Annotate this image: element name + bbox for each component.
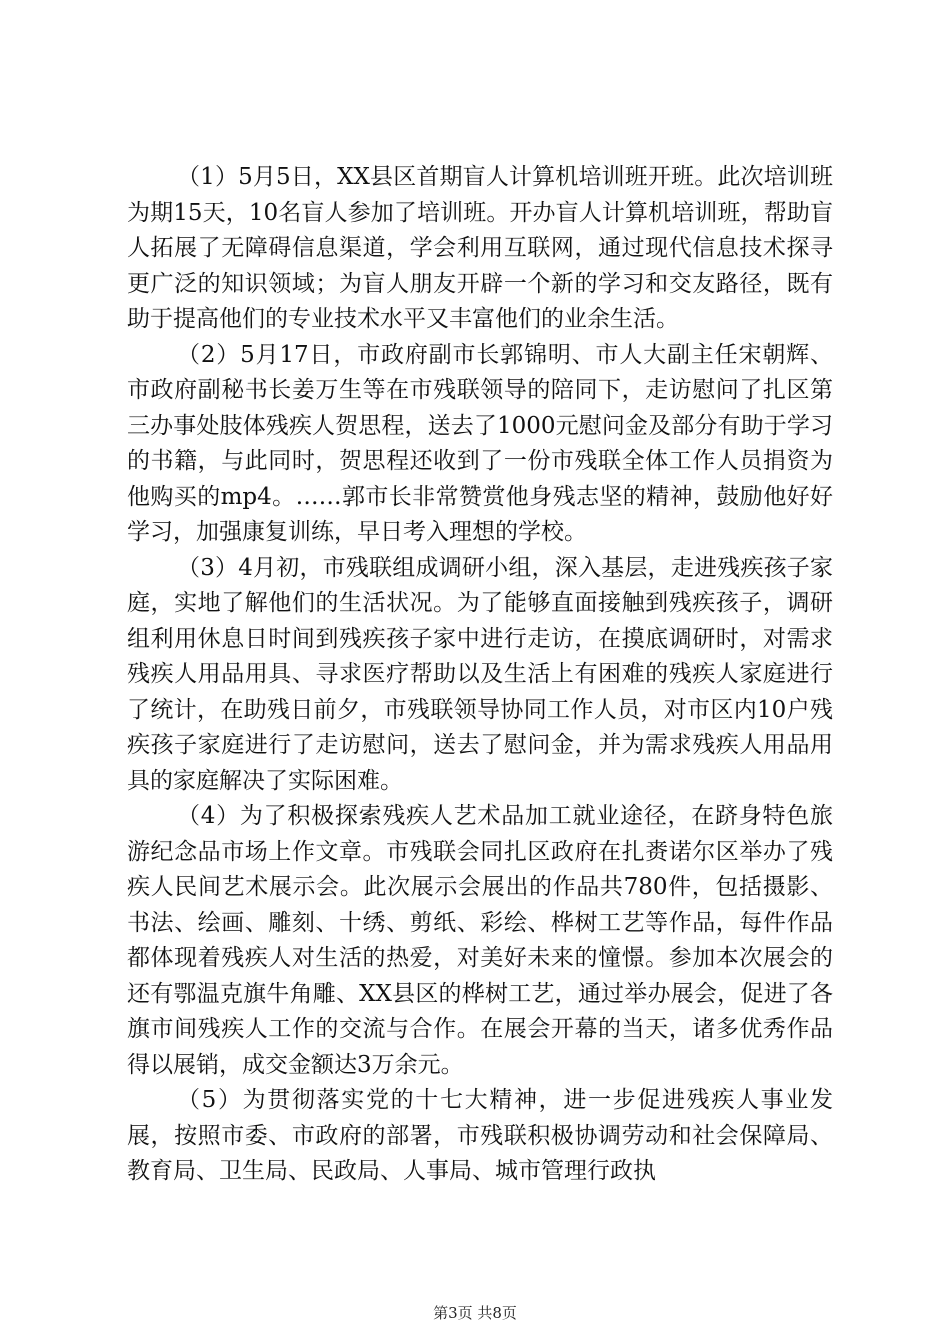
document-body [127, 160, 833, 1190]
paragraph-4: （4）为了积极探索残疾人艺术品加工就业途径，在跻身特色旅游纪念品市场上作文章。市残联会同扎区政府在扎赉诺尔区举办了残疾人民间艺术展示会。此次展示会展出的作品共780件，包括摄影、书法、绘画、雕刻、十绣、剪纸、彩绘、桦树工艺等作品，每件作品都体现着残疾人对生活的热爱，对美好未来的憧憬。参加本次展会的还有鄂温克旗牛角雕、XX县区的桦树工艺，通过举办展会，促进了各旗市间残疾人工作的交流与合作。在展会开幕的当天，诸多优秀作品得以展销，成交金额达3万余元。 [127, 803, 833, 1078]
paragraph-2: （2）5月17日，市政府副市长郭锦明、市人大副主任宋朝辉、市政府副秘书长姜万生等在市残联领导的陪同下，走访慰问了扎区第三办事处肢体残疾人贺思程，送去了1000元慰问金及部分有助于学习的书籍，与此同时，贺思程还收到了一份市残联全体工作人员捐资为他购买的mp4。……郭市长非常赞赏他身残志坚的精神，鼓励他好好学习，加强康复训练，早日考入理想的学校。 [127, 341, 833, 545]
paragraph-5: （5）为贯彻落实党的十七大精神，进一步促进残疾人事业发展，按照市委、市政府的部署，市残联积极协调劳动和社会保障局、教育局、卫生局、民政局、人事局、城市管理行政执 [127, 1087, 833, 1184]
paragraph-1: （1）5月5日，XX县区首期盲人计算机培训班开班。此次培训班为期15天，10名盲人参加了培训班。开办盲人计算机培训班，帮助盲人拓展了无障碍信息渠道，学会利用互联网，通过现代信息技术探寻更广泛的知识领域；为盲人朋友开辟一个新的学习和交友路径，既有助于提高他们的专业技术水平又丰富他们的业余生活。 [127, 164, 833, 332]
paragraph-3: （3）4月初，市残联组成调研小组，深入基层，走进残疾孩子家庭，实地了解他们的生活状况。为了能够直面接触到残疾孩子，调研组利用休息日时间到残疾孩子家中进行走访，在摸底调研时，对需求残疾人用品用具、寻求医疗帮助以及生活上有困难的残疾人家庭进行了统计，在助残日前夕，市残联领导协同工作人员，对市区内10户残疾孩子家庭进行了走访慰问，送去了慰问金，并为需求残疾人用品用具的家庭解决了实际困难。 [127, 554, 833, 794]
page-footer: 第3页 共8页 [433, 1304, 517, 1322]
